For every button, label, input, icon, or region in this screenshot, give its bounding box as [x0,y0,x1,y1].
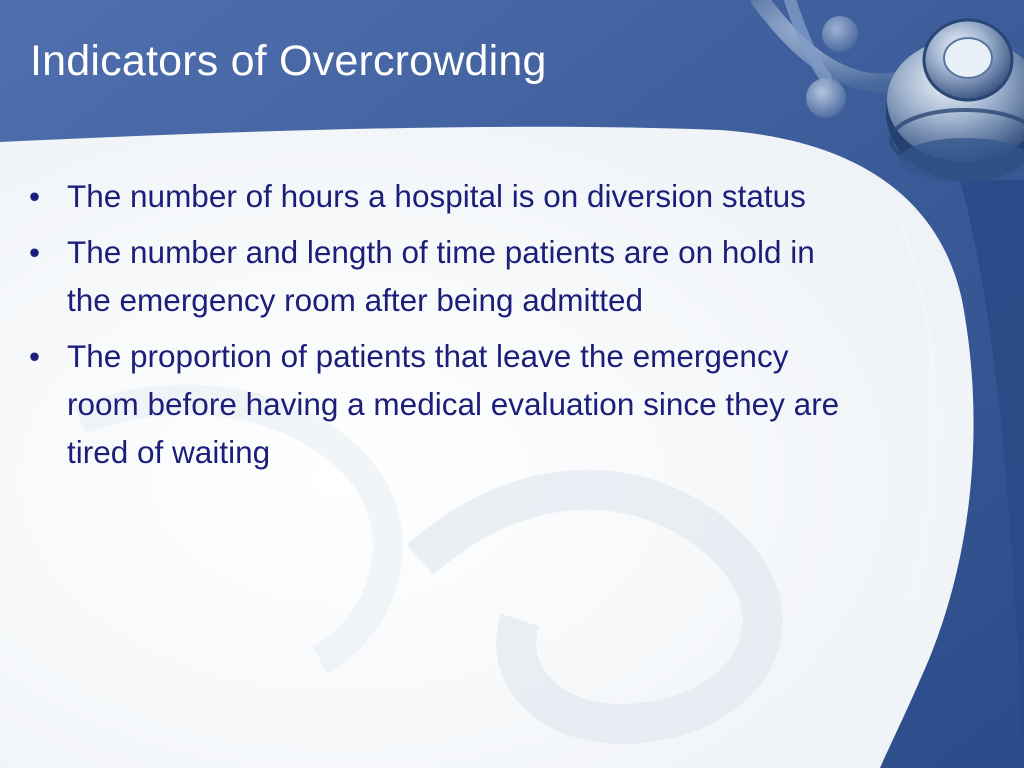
bullet-text: The proportion of patients that leave the emergency room before having a medical evaluation since they are tired of waiting [67,338,840,470]
bullet-text: The number of hours a hospital is on diversion status [67,178,806,214]
bullet-text: The number and length of time patients are on hold in the emergency room after being admitted [67,234,815,318]
bullet-dot-icon: • [29,178,41,214]
bullet-dot-icon: • [29,234,41,270]
bullet-item [28,228,848,324]
slide-title: Indicators of Overcrowding [30,37,547,85]
bullet-item [28,332,848,476]
bullet-dot-icon: • [29,338,41,374]
bullet-list [28,172,848,484]
bullet-item [28,172,848,220]
